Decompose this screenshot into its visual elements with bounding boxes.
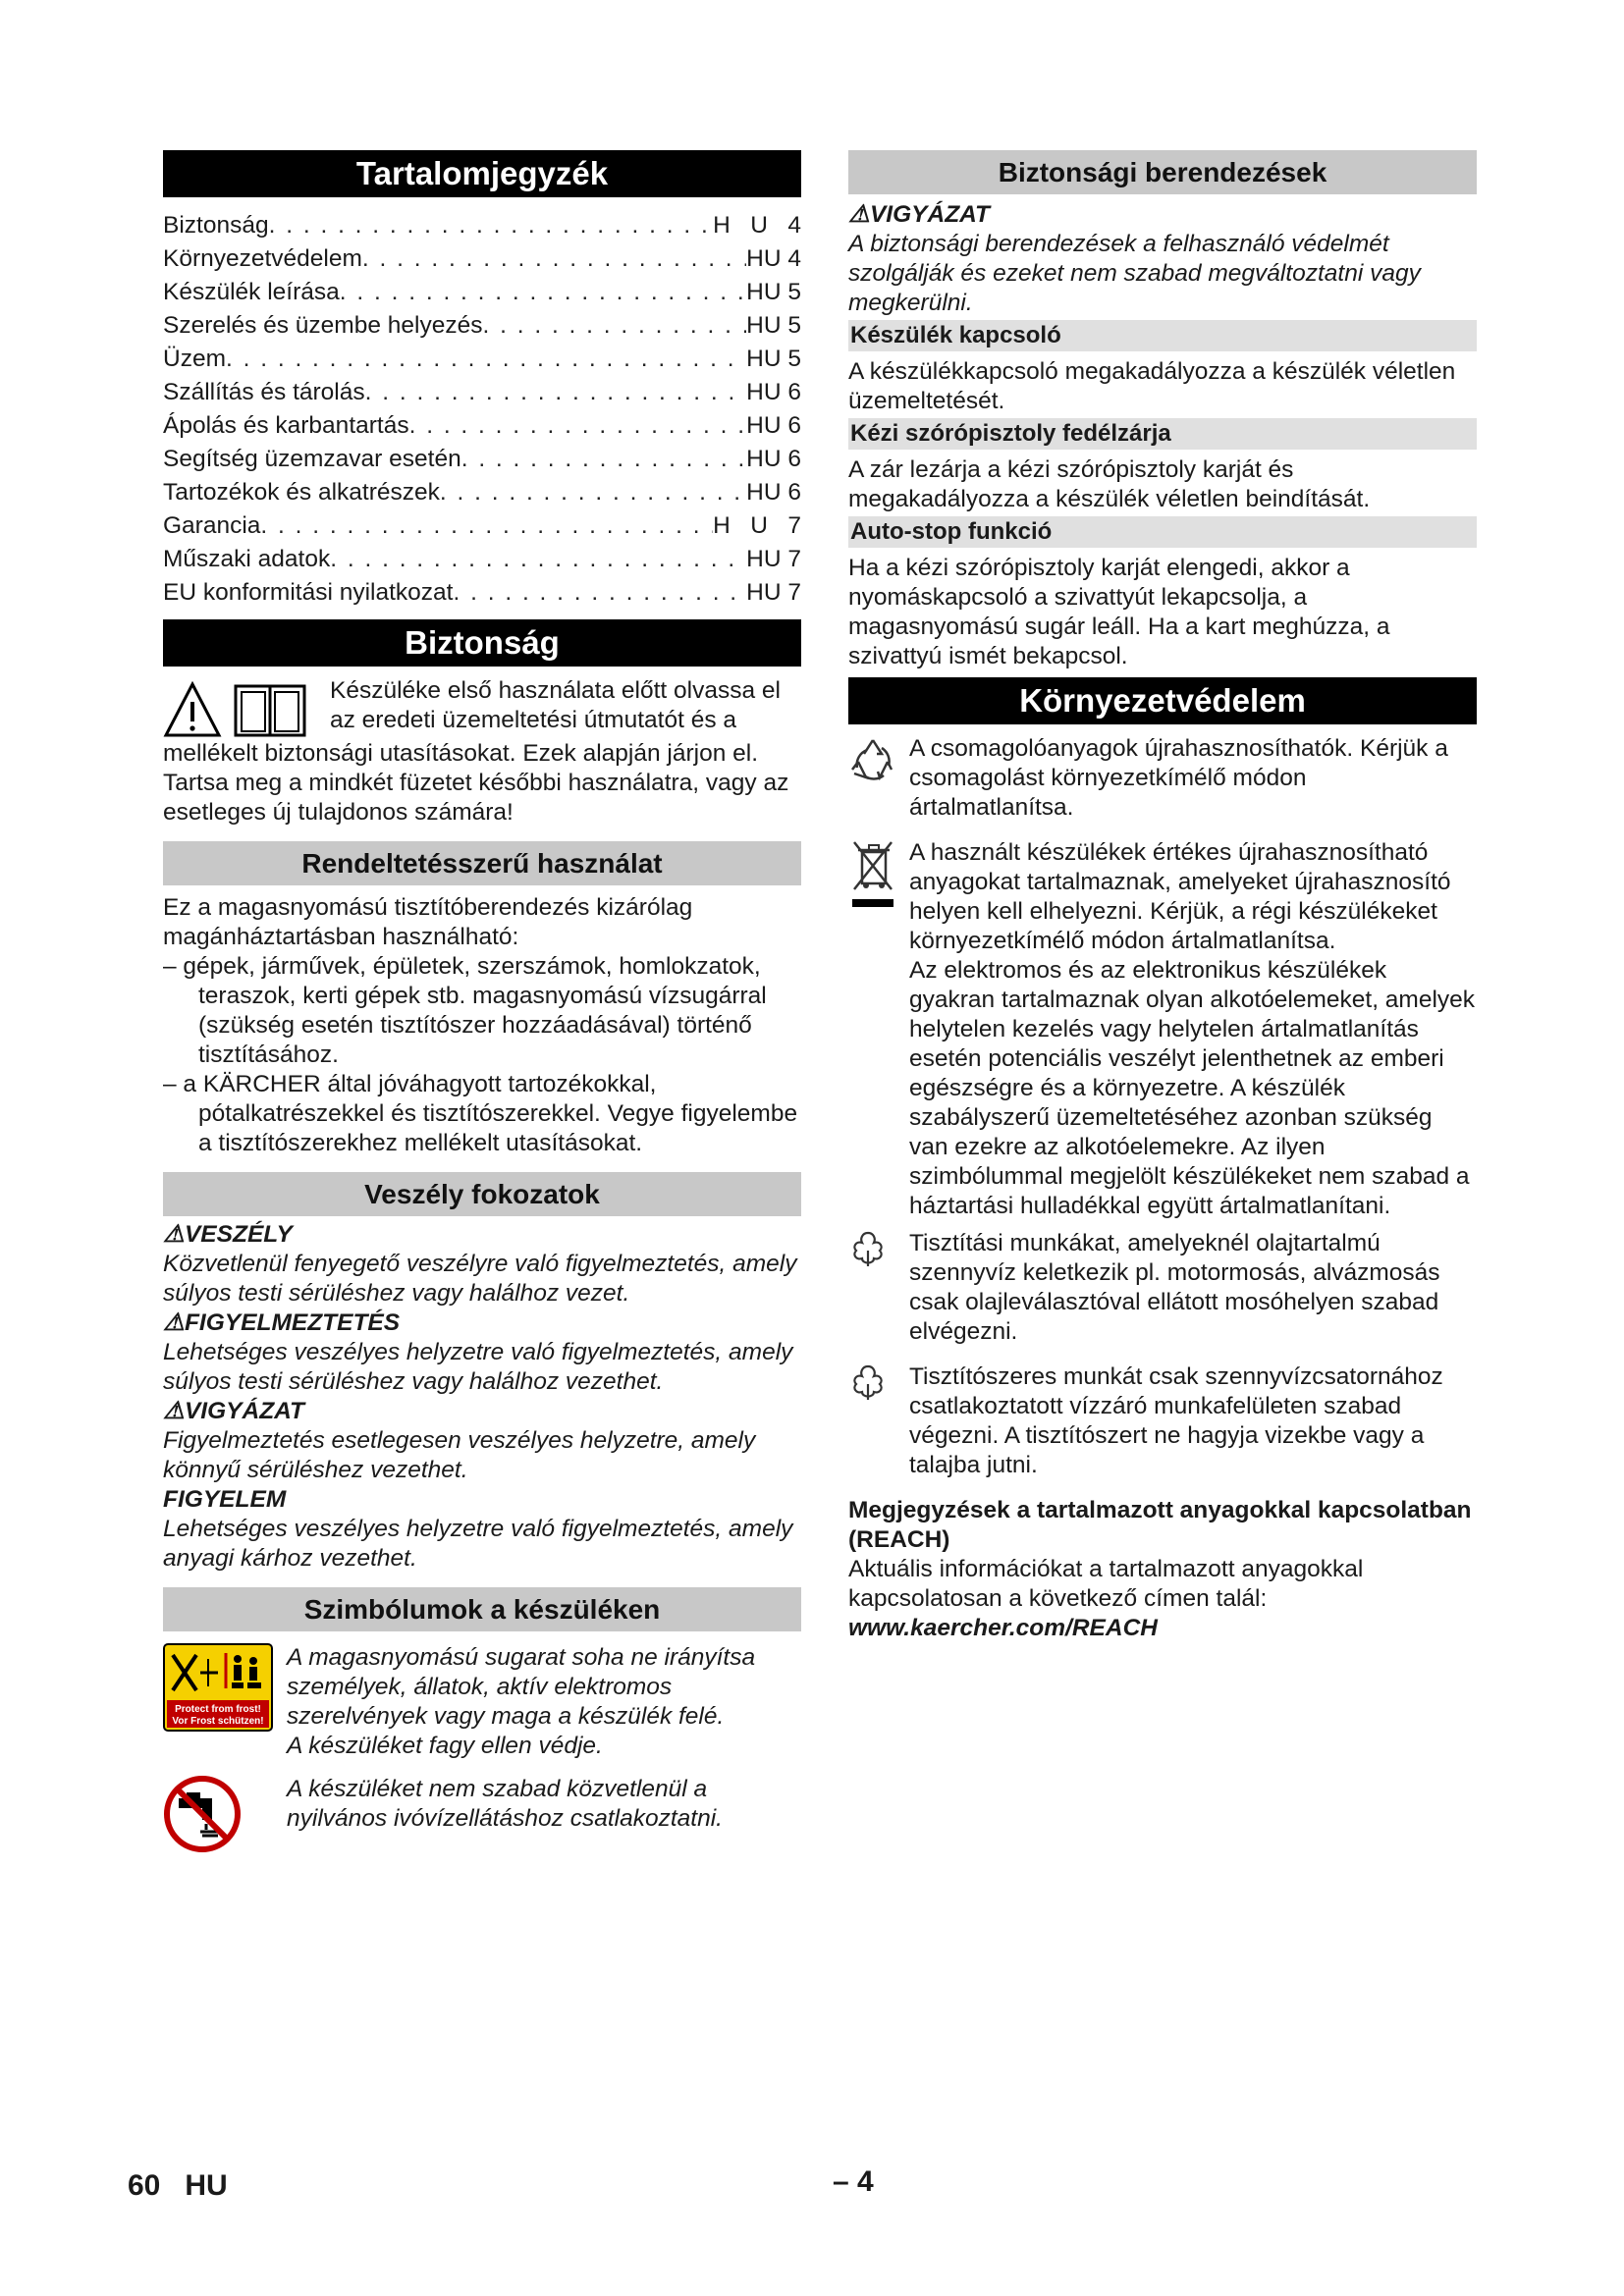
gun-lock-header: Kézi szórópisztoly fedélzárja	[848, 418, 1477, 450]
symbol-water-row	[163, 1775, 801, 1861]
toc-leader	[409, 409, 747, 443]
weee-row	[848, 838, 1477, 1221]
weee-text	[909, 838, 1477, 1221]
toc-title: Szállítás és tárolás	[163, 379, 365, 405]
detergent-text: Tisztítószeres munkát csak szennyvízcsatornához csatlakoztatott vízzáró munkafelületen szabad végezni. A tisztítószert ne hagyja vizekbe vagy a talajba jutni.	[909, 1363, 1443, 1478]
toc-row[interactable]	[163, 309, 801, 343]
toc-row[interactable]	[163, 409, 801, 443]
toc-page: HU 6	[746, 446, 801, 472]
danger-title: ⚠VESZÉLY	[163, 1221, 293, 1248]
water-text: A készüléket nem szabad közvetlenül a nyilvános ivóvízellátáshoz csatlakoztatni.	[287, 1776, 723, 1832]
frost-text: A készüléket fagy ellen védje.	[287, 1733, 603, 1759]
toc-row[interactable]	[163, 476, 801, 509]
section-page-number: – 4	[833, 2165, 874, 2198]
crossed-bin-icon	[848, 838, 909, 925]
notice-title: FIGYELEM	[163, 1486, 287, 1513]
toc-title: Segítség üzemzavar esetén	[163, 446, 461, 472]
toc-page: HU 6	[746, 479, 801, 506]
warning-text: Lehetséges veszélyes helyzetre való figyelmeztetés, amely súlyos testi sérüléshez vagy halálhoz vezethet.	[163, 1339, 793, 1395]
toc-title: Környezetvédelem	[163, 245, 362, 272]
recycle-text: A csomagolóanyagok újrahasznosíthatók. Kérjük a csomagolást környezetkímélő módon ártalmatlanítsa.	[909, 735, 1448, 821]
caution-text: Figyelmeztetés esetlegesen veszélyes helyzetre, amely könnyű sérüléshez vezethet.	[163, 1427, 756, 1483]
toc-page: H U 4	[713, 212, 801, 239]
toc-leader	[269, 209, 714, 242]
toc-page: HU 5	[746, 312, 801, 339]
caution-title: ⚠VIGYÁZAT	[848, 201, 991, 228]
intended-use-item: – gépek, járművek, épületek, szerszámok, homlokzatok, teraszok, kerti gépek stb. magasnyomású vízsugárral (szükség esetén tisztítószer hozzáadásával) történő tisztításához.	[163, 953, 767, 1068]
toc-page: HU 4	[746, 245, 801, 272]
device-switch-text: A készülékkapcsoló megakadályozza a készülék véletlen üzemeltetését.	[848, 358, 1456, 414]
danger-text: Közvetlenül fenyegető veszélyre való figyelmeztetés, amely súlyos testi sérüléshez vagy halálhoz vezet.	[163, 1251, 797, 1307]
toc-row[interactable]	[163, 276, 801, 309]
toc-row[interactable]	[163, 376, 801, 409]
page-footer	[128, 2169, 228, 2203]
notice-text: Lehetséges veszélyes helyzetre való figyelmeztetés, amely anyagi kárhoz vezethet.	[163, 1516, 793, 1572]
weee-text-2: Az elektromos és az elektronikus készülékek gyakran tartalmaznak olyan alkotóelemeket, amelyek helytelen kezelés vagy helytelen ártalmatlanítás esetén potenciális veszélyt jelenthetnek az emberi egészségre és a környezetre. A készülék szabályszerű üzemeltetéséhez azonban szükség van ezekre az alkotóelemekre. Az ilyen szimbólummal megjelölt készülékeket nem szabad a háztartási hulladékkal együtt ártalmatlanítani.	[909, 957, 1476, 1219]
hazard-levels-body	[163, 1220, 801, 1574]
intended-use-body	[163, 893, 801, 1158]
safety-intro-text: mellékelt biztonsági utasításokat. Ezek alapján járjon el. Tartsa meg a mindkét füzetet későbbi használatra, vagy az esetleges új tulajdonos számára!	[163, 740, 789, 826]
autostop-text: Ha a kézi szórópisztoly karját elengedi, akkor a nyomáskapcsoló a szivattyút lekapcsolja, a magasnyomású sugár leáll. Ha a kart meghúzza, a szivattyú ismét bekapcsol.	[848, 555, 1390, 669]
toc-leader	[461, 443, 746, 476]
toc-page: HU 5	[746, 346, 801, 372]
device-switch-header: Készülék kapcsoló	[848, 320, 1477, 351]
detergent-row	[848, 1362, 1477, 1480]
safety-devices-header: Biztonsági berendezések	[848, 150, 1477, 194]
toc-leader	[340, 276, 746, 309]
read-manual-icon	[236, 686, 304, 735]
autostop-header: Auto-stop funkció	[848, 516, 1477, 548]
no-spray-frost-label-icon	[163, 1643, 275, 1739]
frost-label-line2: Vor Frost schützen!	[172, 1716, 264, 1727]
environment-header: Környezetvédelem	[848, 677, 1477, 724]
intended-use-intro: Ez a magasnyomású tisztítóberendezés kizárólag magánháztartásban használható:	[163, 894, 693, 950]
toc-leader	[482, 309, 746, 343]
toc-leader	[440, 476, 746, 509]
toc-header: Tartalomjegyzék	[163, 150, 801, 197]
toc-title: EU konformitási nyilatkozat	[163, 579, 454, 606]
symbol-spray-row	[163, 1643, 801, 1761]
frost-label-line1: Protect from frost!	[175, 1704, 261, 1715]
toc-row[interactable]	[163, 509, 801, 543]
right-column	[848, 150, 1477, 1643]
oil-row	[848, 1229, 1477, 1347]
environment-body	[848, 734, 1477, 1643]
symbols-header: Szimbólumok a készüléken	[163, 1587, 801, 1631]
gun-lock-text: A zár lezárja a kézi szórópisztoly karját és megakadályozza a készülék véletlen beindítását.	[848, 456, 1371, 512]
toc-row[interactable]	[163, 443, 801, 476]
toc-page: HU 7	[746, 579, 801, 606]
toc-page: HU 5	[746, 279, 801, 305]
no-drinking-water-icon	[163, 1775, 275, 1861]
symbol-spray-text	[287, 1643, 801, 1761]
toc-leader	[453, 576, 746, 610]
table-of-contents	[163, 209, 801, 610]
warning-triangle-icon	[166, 684, 219, 735]
reach-link[interactable]: www.kaercher.com/REACH	[848, 1615, 1158, 1641]
safety-intro-text-indented: Készüléke első használata előtt olvassa el az eredeti üzemeltetési útmutatót és a	[330, 677, 781, 733]
toc-leader	[365, 376, 747, 409]
toc-page: H U 7	[713, 512, 801, 539]
caution-title: ⚠VIGYÁZAT	[163, 1398, 305, 1424]
toc-title: Biztonság	[163, 212, 269, 239]
reach-title: Megjegyzések a tartalmazott anyagokkal kapcsolatban (REACH)	[848, 1497, 1472, 1553]
toc-title: Tartozékok és alkatrészek	[163, 479, 440, 506]
left-column	[163, 150, 801, 1861]
toc-title: Készülék leírása	[163, 279, 340, 305]
recycle-icon	[848, 734, 909, 791]
toc-leader	[226, 343, 746, 376]
toc-row[interactable]	[163, 343, 801, 376]
environment-note-icon	[848, 1362, 909, 1410]
safety-intro	[163, 676, 801, 828]
toc-row[interactable]	[163, 209, 801, 242]
toc-row[interactable]	[163, 242, 801, 276]
toc-leader	[330, 543, 746, 576]
safety-icons	[163, 680, 320, 739]
intended-use-item: – a KÄRCHER által jóváhagyott tartozékokkal, pótalkatrészekkel és tisztítószerekkel. Vegye figyelembe a tisztítószerekhez mellékelt utasításokat.	[163, 1071, 798, 1156]
symbol-water-text	[287, 1775, 801, 1834]
toc-title: Szerelés és üzembe helyezés	[163, 312, 483, 339]
symbols-body	[163, 1643, 801, 1861]
toc-title: Garancia	[163, 512, 261, 539]
hazard-levels-header: Veszély fokozatok	[163, 1172, 801, 1216]
toc-page: HU 6	[746, 412, 801, 439]
toc-leader	[260, 509, 713, 543]
language-code: HU	[185, 2169, 228, 2202]
recycle-row	[848, 734, 1477, 823]
oil-text: Tisztítási munkákat, amelyeknél olajtartalmú szennyvíz keletkezik pl. motormosás, alvázmosás csak olajleválasztóval ellátott mosóhelyen szabad elvégezni.	[909, 1230, 1440, 1345]
toc-page: HU 7	[746, 546, 801, 572]
toc-page: HU 6	[746, 379, 801, 405]
toc-leader	[362, 242, 746, 276]
safety-devices-body	[848, 200, 1477, 671]
intended-use-header: Rendeltetésszerű használat	[163, 841, 801, 885]
toc-title: Ápolás és karbantartás	[163, 412, 409, 439]
warning-title: ⚠FIGYELMEZTETÉS	[163, 1309, 401, 1336]
toc-title: Üzem	[163, 346, 226, 372]
spray-text: A magasnyomású sugarat soha ne irányítsa személyek, állatok, aktív elektromos szerelvények vagy maga a készülék felé.	[287, 1644, 756, 1730]
toc-row[interactable]	[163, 543, 801, 576]
safety-header: Biztonság	[163, 619, 801, 667]
toc-title: Műszaki adatok	[163, 546, 331, 572]
weee-text-1: A használt készülékek értékes újrahasznosítható anyagokat tartalmaznak, amelyeket újrahasznosító helyen kell elhelyezni. Kérjük, a régi készülékeket környezetkímélő módon ártalmatlanítsa.	[909, 839, 1451, 954]
caution-text: A biztonsági berendezések a felhasználó védelmét szolgálják és ezeket nem szabad megváltoztatni vagy megkerülni.	[848, 231, 1421, 316]
toc-row[interactable]	[163, 576, 801, 610]
reach-text: Aktuális információkat a tartalmazott anyagokkal kapcsolatosan a következő címen talál:	[848, 1556, 1364, 1612]
page-number: 60	[128, 2169, 161, 2202]
environment-note-icon	[848, 1229, 909, 1276]
